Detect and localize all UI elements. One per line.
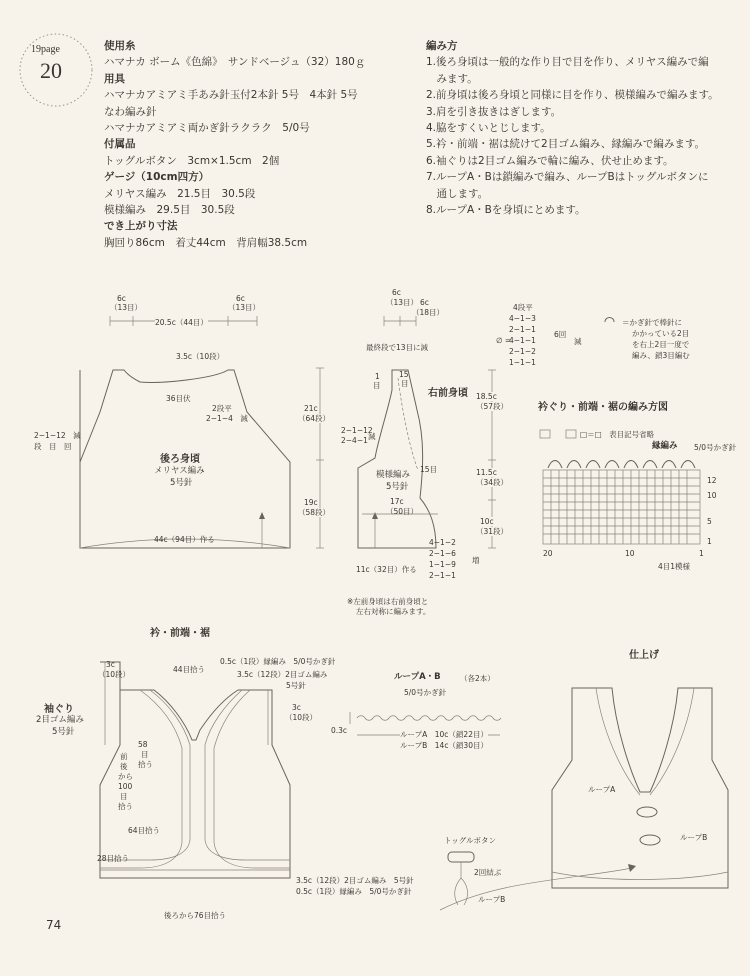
back-neck-dec: 2−1−4 減 [206,414,248,423]
materials-section [104,38,365,251]
parts-heading: 付属品 [104,138,136,151]
front-mid-stitches: （50目） [386,507,419,516]
chart-row-5: 5 [707,517,712,526]
toggle-label: トッグルボタン [444,836,497,845]
front-fifteen-2: 15目 [420,465,438,474]
stitch-symbol [605,318,614,323]
back-hem: 44c（94目）作る [154,535,215,544]
front-body-outline [358,370,436,548]
tools-text-3: ハマナカアミアミ両かぎ針ラクラク 5/0号 [104,122,310,135]
back-neck-width: 20.5c（44目） [155,318,208,327]
front-stitch: 模様編み [376,470,411,480]
front-upper-height: 18.5c [476,392,497,401]
chart-col-10: 10 [625,549,635,558]
front-inc-2: 2−1−6 [429,549,456,558]
collar-pick-58-unit: 目 [141,750,149,759]
front-title: 右前身頃 [428,388,468,399]
gauge-text-1: メリヤス編み 21.5目 30.5段 [104,187,256,200]
finish-arrow [440,868,632,910]
front-one: 1 [375,372,380,381]
finish-collar-lines [596,688,694,795]
front-neck-dec-3: 4−1−1 [509,336,536,345]
front-inc-1: 4−1−2 [429,538,456,547]
front-neck-gen: 減 [574,337,582,346]
legend-line-1: ＝かぎ針で棒針に [622,318,682,327]
method-heading: 編み方 [426,40,458,52]
back-arm-legend: 段 目 回 [34,442,72,451]
loop-title: ループA・B [394,672,441,682]
toggle-loop-detail [455,862,468,905]
front-inc-4: 2−1−1 [429,571,456,580]
back-lower-height: 19c [304,498,318,507]
collar-right-width: 3c [292,703,301,712]
back-neck-bind: 36目伏 [166,394,191,403]
front-neck-stitches: （13目） [386,298,419,307]
collar-fp-2: 後 [120,762,128,771]
front-arm-dec-1: 2−1−12 [341,426,373,435]
armhole-rib: 2目ゴム編み [36,715,84,725]
front-mid-height: 11.5c [476,468,497,477]
front-arm-dec-2: 2−4−1 [341,436,368,445]
method-step: 通します。 [426,187,489,200]
toggle-button-1 [637,807,657,817]
chart-row-12: 12 [707,476,717,485]
chart-col-1: 1 [699,549,704,558]
loop-hook: 5/0号かぎ針 [404,688,447,697]
method-step: 3.肩を引き抜きはぎします。 [426,105,562,118]
collar-pick-58-verb: 拾う [138,760,153,769]
front-lower-height: 10c [480,517,494,526]
front-fifteen: 15 [399,370,409,379]
front-final-dec: 最終段で13目に減 [366,343,429,352]
collar-fp-4: 100 [118,782,133,791]
gauge-heading: ゲージ（10cm四方） [104,171,210,184]
right-band-line [205,690,290,860]
front-fifteen-unit: 目 [401,379,409,388]
front-neck-dec-2: 2−1−1 [509,325,536,334]
chart-hook-label: 5/0号かぎ針 [694,443,737,452]
collar-fp-5: 目 [120,792,128,801]
back-arrow-head [259,512,265,519]
front-neck-flat: 4段平 [513,303,533,312]
finish-title: 仕上げ [629,650,659,661]
front-arm-gen: 減 [368,432,376,441]
front-neck-width: 6c [392,288,401,297]
collar-fp-3: から [118,772,133,781]
collar-bottom-edge: 0.5c（1段）縁編み 5/0号かぎ針 [296,887,412,896]
chart-row-10: 10 [707,491,717,500]
collar-right-rows: （10段） [285,713,318,722]
pattern-number: 20 [40,58,62,83]
front-dec-line [398,378,418,470]
page-number: 74 [46,918,62,932]
front-neck-dec-1: 4−1−3 [509,314,536,323]
front-phi: ∅ = [496,336,512,345]
back-shoulder-stitches: （13目） [110,303,143,312]
method-step: 6.袖ぐりは2目ゴム編みで輪に編み、伏せ止めます。 [426,154,674,167]
front-neck-dec-5: 1−1−1 [509,358,536,367]
parts-text: トッグルボタン 3cm×1.5cm 2個 [104,154,280,167]
collar-left-width: 3c [106,660,115,669]
front-upper-rows: （57段） [476,402,509,411]
collar-title: 衿・前端・裾 [150,628,210,639]
loop-a-length: ループA 10c（鎖22目） [400,730,488,739]
legend-line-2: かかっている2目 [632,329,690,338]
method-step: 4.脇をすくいとじします。 [426,122,551,135]
collar-pick-58: 58 [138,740,148,749]
chart-edge-label: 縁編み [652,441,678,451]
toggle-loop-b-label: ループB [478,895,506,904]
back-shoulder-width-right: 6c [236,294,245,303]
front-needle: 5号針 [386,482,409,492]
front-note-1: ※左前身頃は右前身頃と [347,597,429,606]
chart-repeat: 4目1模様 [658,562,691,571]
back-stitch: メリヤス編み [154,466,205,476]
collar-rib-top: 3.5c（12段）2目ゴム編み [237,670,328,679]
finish-loop-a: ループA [588,785,616,794]
collar-bottom-pick: 後ろから76目拾う [164,911,227,920]
method-step: 8.ループA・Bを身頃にとめます。 [426,204,586,217]
back-shoulder-width: 6c [117,294,126,303]
front-note-2: 左右対称に編みます。 [356,607,431,616]
chart-row-1: 1 [707,537,712,546]
back-upper-height: 21c [304,404,318,413]
collar-left-rows: （10段） [98,670,131,679]
chart-col-20: 20 [543,549,553,558]
gauge-text-2: 模様編み 29.5目 30.5段 [104,204,235,217]
collar-top-pick: 44目拾う [173,665,206,674]
front-lower-rows: （31段） [476,527,509,536]
back-neck-depth: 3.5c（10段） [176,352,225,361]
page-ref: 19page [31,44,60,55]
front-neck-dec-4: 2−1−2 [509,347,536,356]
method-step: 7.ループA・Bは鎖編みで編み、ループBはトッグルボタンに [426,171,709,184]
method-step: みます。 [426,72,478,85]
armhole-needle: 5号針 [52,727,75,737]
armhole-title: 袖ぐり [44,704,74,715]
toggle-detail [448,852,474,862]
method-step: 1.後ろ身頃は一般的な作り目で目を作り、メリヤス編みで編 [426,56,709,69]
finish-loop-b: ループB [680,833,708,842]
legend-line-4: 編み、鎖3目編む [632,351,690,360]
front-inc-label: 増 [472,556,480,565]
collar-bottom-rib: 3.5c（12段）2目ゴム編み 5号針 [296,876,414,885]
back-neck-flat: 2段平 [212,404,232,413]
front-one-unit: 目 [373,381,381,390]
front-shoulder-stitches: （18目） [412,308,445,317]
front-inc-3: 1−1−9 [429,560,456,569]
chart-omit-note: □＝□ 表目記号省略 [580,430,655,439]
collar-outline [100,662,290,878]
toggle-button-2 [640,835,660,845]
collar-fp-6: 拾う [118,802,133,811]
front-mid-rows: （34段） [476,478,509,487]
legend-line-3: を右上2目一度で [632,340,690,349]
back-shoulder-stitches-right: （13目） [228,303,261,312]
front-shoulder-width: 6c [420,298,429,307]
collar-rib-needle: 5号針 [286,681,306,690]
loop-b-length: ループB 14c（鎖30目） [400,741,488,750]
collar-fp-1: 前 [120,752,128,761]
size-text: 胸回り86cm 着丈44cm 背肩幅38.5cm [104,236,308,249]
method-step: 5.衿・前端・裾は続けて2目ゴム編み、縁編みで編みます。 [426,138,705,151]
tools-text-1: ハマナカアミアミ手あみ針玉付2本針 5号 4本針 5号 [104,89,358,102]
collar-pick-28: 28目拾う [97,854,130,863]
method-step: 2.前身頃は後ろ身頃と同様に目を作り、模様編みで編みます。 [426,89,719,102]
collar-edge-top: 0.5c（1段）縁編み 5/0号かぎ針 [220,657,336,666]
loop-width: 0.3c [331,726,348,735]
chart-title: 衿ぐり・前端・裾の編み方図 [538,402,668,413]
yarn-heading: 使用糸 [104,40,136,52]
back-needle: 5号針 [170,478,193,488]
back-arm-dec: 2−1−12 減 [34,431,81,440]
front-hem: 11c（32目）作る [356,565,417,574]
knot-label: 2回結ぶ [474,868,502,877]
method-section [426,38,719,218]
back-upper-rows: （64段） [298,414,331,423]
yarn-text: ハマナカ ボーム《色綿》 サンドベージュ（32）180ｇ [104,56,366,69]
tools-heading: 用具 [104,72,125,85]
collar-pick-64: 64目拾う [128,826,161,835]
loop-count: （各2本） [460,674,495,683]
front-six-times: 6回 [554,330,567,339]
tools-text-2: なわ編み針 [104,105,157,118]
finish-vest-outline [552,688,728,888]
back-lower-rows: （58段） [298,508,331,517]
front-mid-width: 17c [390,497,404,506]
size-heading: でき上がり寸法 [104,220,178,233]
back-title: 後ろ身頃 [160,454,200,465]
